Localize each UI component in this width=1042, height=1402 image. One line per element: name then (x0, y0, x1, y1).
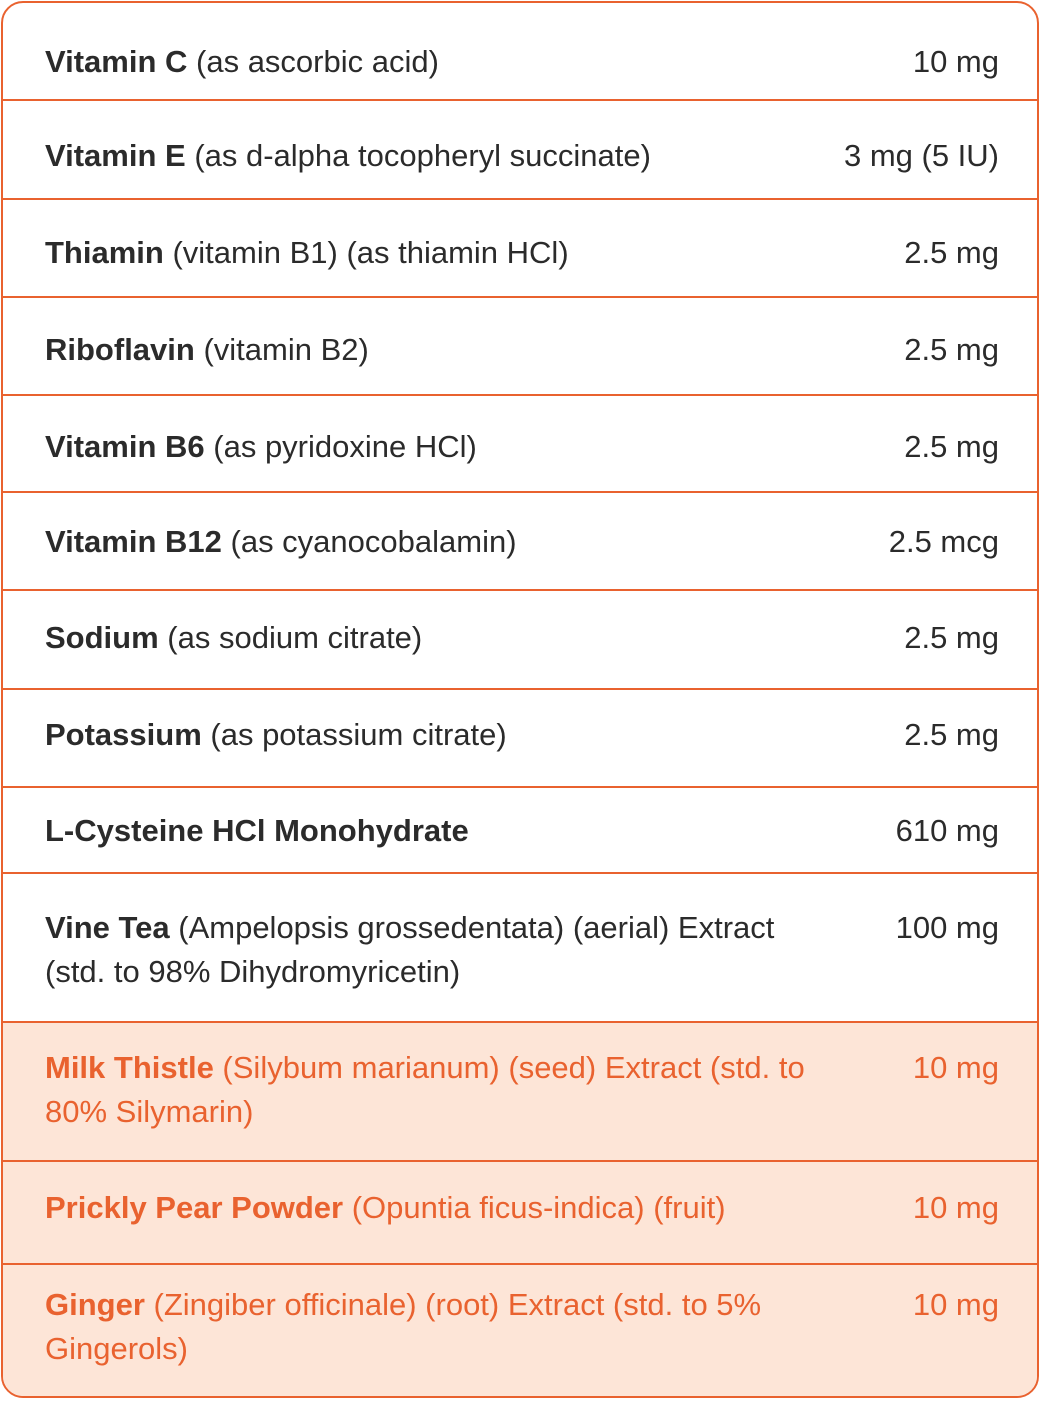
ingredient-detail: (as sodium citrate) (158, 620, 423, 655)
ingredient-detail: (as cyanocobalamin) (221, 524, 517, 559)
ingredient-name: Vitamin B6 (45, 429, 205, 464)
ingredient-detail: (Ampelopsis grossedentata) (aerial) Extract (std. to 98% Dihydromyricetin) (45, 910, 775, 989)
ingredient-description (45, 134, 824, 178)
ingredient-detail: (Silybum marianum) (seed) Extract (std. to 80% Silymarin) (45, 1050, 805, 1129)
ingredient-amount: 2.5 mg (904, 235, 999, 270)
ingredient-name: L-Cysteine HCl Monohydrate (45, 813, 469, 848)
ingredient-description (45, 231, 835, 275)
ingredient-row (3, 690, 1037, 788)
ingredient-name: Vine Tea (45, 910, 170, 945)
ingredient-detail: (vitamin B1) (as thiamin HCl) (163, 235, 569, 270)
ingredient-row (3, 1265, 1037, 1398)
ingredient-row (3, 1023, 1037, 1162)
ingredient-detail: (as ascorbic acid) (187, 44, 439, 79)
ingredient-row (3, 493, 1037, 591)
ingredient-name: Sodium (45, 620, 159, 655)
ingredient-detail: (Opuntia ficus-indica) (fruit) (343, 1190, 726, 1225)
ingredient-description (45, 616, 835, 660)
ingredient-name: Vitamin B12 (45, 524, 222, 559)
ingredient-amount: 2.5 mg (904, 332, 999, 367)
ingredient-detail: (Zingiber officinale) (root) Extract (std. to 5% Gingerols) (45, 1287, 762, 1366)
ingredient-amount: 3 mg (5 IU) (843, 138, 999, 173)
ingredient-name: Vitamin C (45, 44, 188, 79)
ingredient-row (3, 874, 1037, 1023)
ingredient-row (3, 101, 1037, 200)
ingredient-row (3, 200, 1037, 298)
ingredient-description (45, 1046, 835, 1134)
ingredient-description (45, 425, 835, 469)
ingredient-description (45, 520, 835, 564)
ingredient-amount: 2.5 mg (904, 717, 999, 752)
ingredient-name: Prickly Pear Powder (45, 1190, 344, 1225)
ingredient-row (3, 298, 1037, 396)
ingredient-description (45, 713, 835, 757)
ingredient-name: Thiamin (45, 235, 164, 270)
ingredient-row (3, 396, 1037, 493)
ingredient-description (45, 1283, 835, 1371)
ingredient-description (45, 1186, 835, 1230)
ingredient-name: Vitamin E (45, 138, 186, 173)
ingredient-name: Riboflavin (45, 332, 195, 367)
ingredient-row (3, 1162, 1037, 1265)
ingredient-description (45, 809, 835, 853)
ingredient-amount: 2.5 mcg (888, 524, 999, 559)
ingredient-description (45, 328, 835, 372)
ingredient-detail: (vitamin B2) (194, 332, 369, 367)
ingredient-description (45, 906, 835, 994)
ingredient-detail: (as potassium citrate) (201, 717, 507, 752)
ingredient-description (45, 40, 835, 84)
ingredient-amount: 10 mg (912, 44, 999, 79)
ingredient-detail: (as d-alpha tocopheryl succinate) (185, 138, 651, 173)
ingredient-name: Potassium (45, 717, 202, 752)
ingredient-amount: 10 mg (912, 1190, 999, 1225)
ingredient-amount: 10 mg (912, 1050, 999, 1085)
ingredient-amount: 2.5 mg (904, 620, 999, 655)
ingredient-row (3, 3, 1037, 101)
ingredients-table (1, 1, 1039, 1398)
ingredient-detail: (as pyridoxine HCl) (204, 429, 477, 464)
ingredient-amount: 100 mg (895, 910, 999, 945)
ingredient-name: Milk Thistle (45, 1050, 214, 1085)
ingredient-amount: 2.5 mg (904, 429, 999, 464)
ingredient-row (3, 788, 1037, 874)
ingredient-amount: 610 mg (895, 813, 999, 848)
ingredient-row (3, 591, 1037, 690)
ingredient-amount: 10 mg (912, 1287, 999, 1322)
ingredient-name: Ginger (45, 1287, 145, 1322)
